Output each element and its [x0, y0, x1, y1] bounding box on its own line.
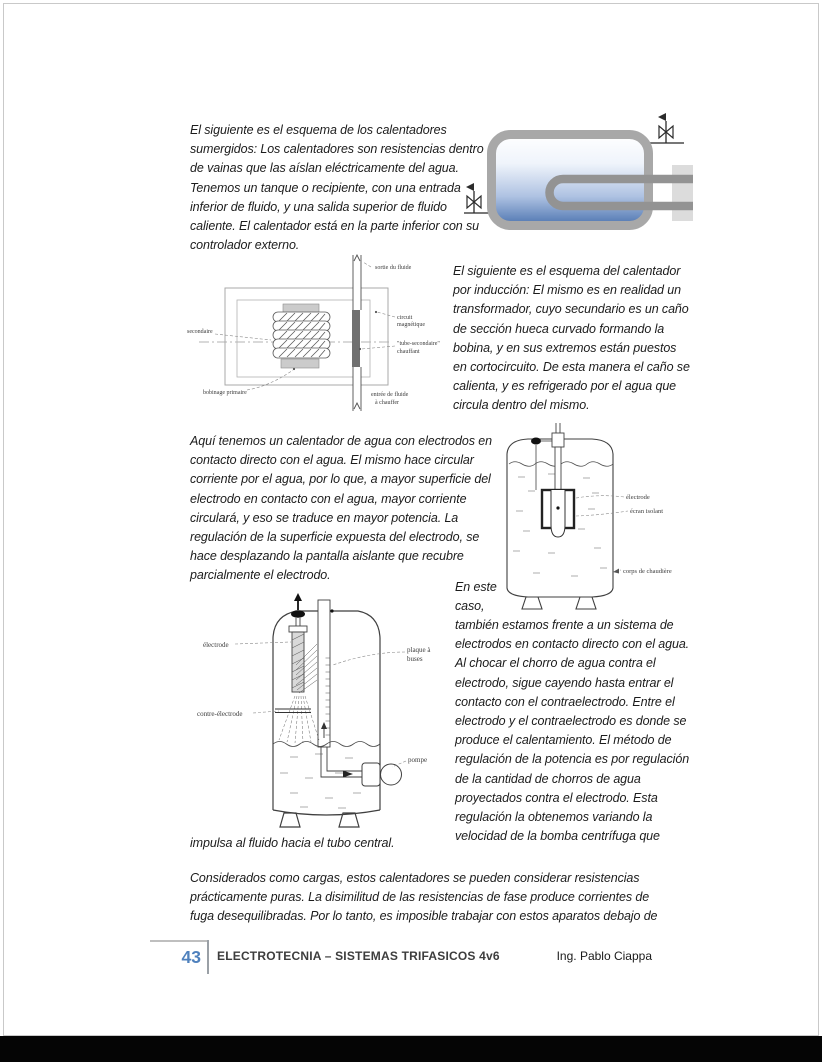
footer-author: Ing. Pablo Ciappa	[556, 949, 652, 963]
label-fluid-inlet: entrée de fluide	[371, 392, 409, 398]
leader-dot	[375, 311, 377, 313]
secondary-heating-bar	[352, 310, 360, 367]
electrode-assembly	[289, 593, 307, 692]
electrode-assembly	[531, 423, 574, 537]
label-nozzle-plate: buses	[407, 655, 423, 663]
paragraph-submerged-heaters: El siguiente es el esquema de los calentadores sumergidos: Los calentadores son resistencias dentro de vainas que las aíslan eléctricamente del agua. Tenemos un tanque o recipiente, con una entrada inferior de fluido, y una salida superior de fluido caliente. El calentador está en la parte inferior con su controlador externo.	[190, 123, 484, 253]
falling-spray	[279, 696, 319, 743]
submerged-heater-tank-diagram	[460, 108, 710, 248]
document-page	[3, 3, 819, 1036]
label-electrode: électrode	[203, 641, 229, 649]
paragraph-jet-heater: también estamos frente a un sistema de electrodos en contacto directo con el agua. Al chocar el chorro de agua contra el electrodo, sigue cayendo hasta entrar el contacto con el contraelectrodo. Entre el electrodo y el contraelectrodo es donde se produce el calentamiento. El método de regulación de la potencia es por regulación de la cantidad de chorros de agua proyectados contra el electrodo. Esta regulación la obtenemos variando la velocidad de la bomba centrífuga que	[455, 618, 690, 844]
paragraph-induction-heater: El siguiente es el esquema del calentador por inducción: El mismo es en realidad un transformador, cuyo secundario es un caño de sección hueca curvado formando la bobina, y en sus extremos están puestos en cortocircuito. De esta manera el caño se calienta, y es refrigerado por el agua que circula dentro del mismo.	[453, 264, 690, 413]
heater-controller-box	[672, 165, 693, 221]
label-heating-tube: chauffant	[397, 349, 420, 355]
pump-and-pipe	[321, 747, 402, 786]
electrode-rod	[551, 490, 565, 537]
label-magnetic-circuit: magnétique	[397, 322, 425, 328]
jet-electrode-boiler-diagram	[195, 592, 450, 840]
footer-title: ELECTROTECNIA – SISTEMAS TRIFASICOS 4v6	[217, 949, 500, 963]
label-boiler-body: corps de chaudière	[623, 568, 672, 575]
leader-dot	[293, 368, 295, 370]
label-fluid-inlet: à chauffer	[375, 400, 400, 406]
inlet-pipe	[353, 367, 361, 411]
page-footer	[150, 940, 652, 974]
label-insulating-screen: écran isolant	[630, 508, 664, 515]
label-electrode: électrode	[626, 494, 650, 501]
bottom-bar	[0, 1036, 822, 1062]
paragraph-electrode-heater: Aquí tenemos un calentador de agua con electrodos en contacto directo con el agua. El mismo hace circular corriente por el agua, por lo que, a mayor superficie del electrodo en contacto con el agua, mayor corriente circulará, y eso se traduce en mayor potencia. La regulación de la superficie expuesta del electrodo, se hace desplazando la pantalla aislante que recubre parcialmente el electrodo.	[190, 434, 492, 583]
electrode-boiler-diagram	[488, 420, 698, 612]
label-pump: pompe	[408, 756, 428, 764]
page-number-block	[150, 940, 207, 974]
leader-lines	[576, 496, 628, 571]
leader-arrow	[613, 569, 619, 574]
label-magnetic-circuit: circuit	[397, 315, 413, 321]
induction-heater-diagram	[185, 253, 440, 413]
paragraph-jet-heater-continuation: impulsa al fluido hacia el tubo central.	[190, 836, 395, 850]
label-fluid-outlet: sortie du fluide	[375, 265, 412, 271]
valve-icon	[658, 113, 673, 143]
label-counter-electrode: contre-électrode	[197, 710, 243, 718]
label-primary-winding: bobinage primaire	[203, 390, 247, 396]
water-marks	[280, 754, 371, 808]
leader-dot	[359, 348, 361, 350]
label-nozzle-plate: plaque à	[407, 646, 431, 654]
valve-icon	[466, 183, 481, 213]
paragraph-jet-heater-lead: En este caso,	[455, 580, 497, 614]
primary-coil	[273, 304, 330, 368]
paragraph-loads-summary: Considerados como cargas, estos calentadores se pueden considerar resistencias prácticamente puras. La disimilitud de las resistencias de fase produce corrientes de fuga desequilibradas. Por lo tanto, es imposible trabajar con estos aparatos debajo de	[190, 871, 658, 924]
label-heating-tube: "tube-secondaire"	[397, 341, 440, 347]
outlet-pipe	[353, 255, 361, 310]
label-secondary: secondaire	[187, 329, 213, 335]
page-number: 43	[181, 947, 201, 967]
central-riser-tube	[318, 600, 334, 747]
